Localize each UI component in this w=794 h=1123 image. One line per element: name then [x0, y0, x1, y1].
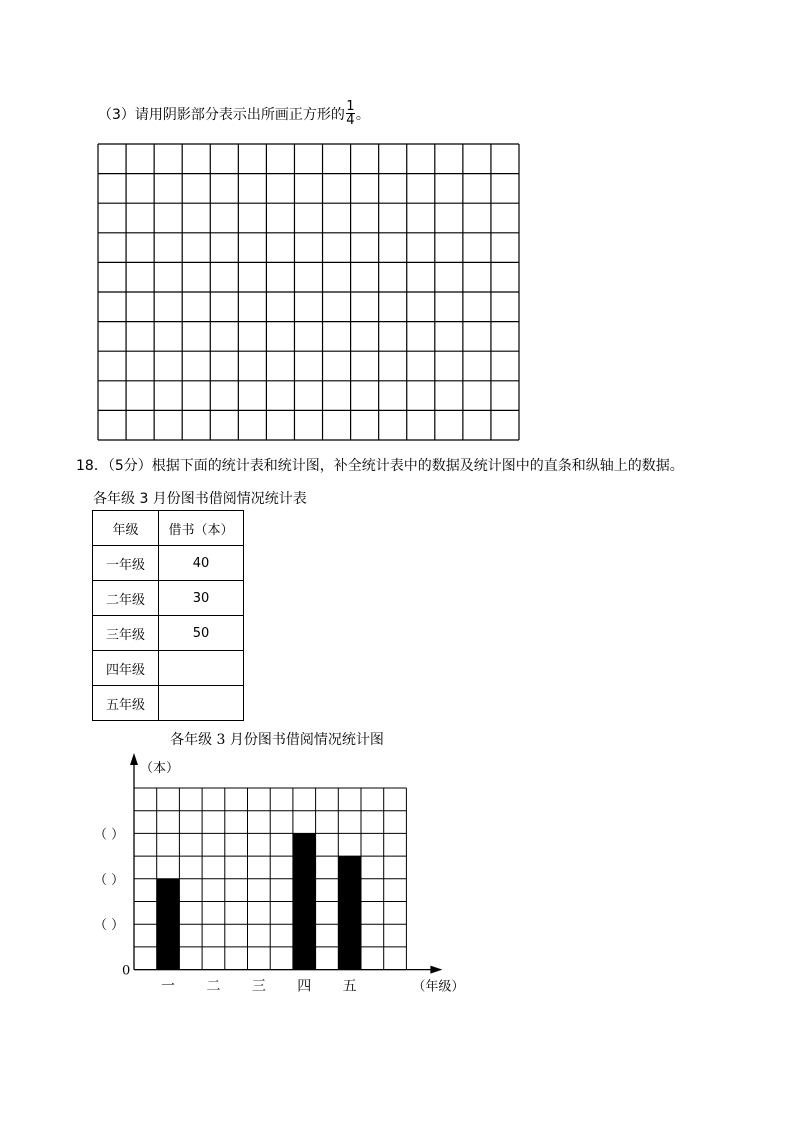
y-axis-arrow: [130, 753, 138, 765]
stats-table-title: 各年级 3 月份图书借阅情况统计表: [93, 491, 307, 507]
books-cell: 30: [159, 581, 244, 616]
grade-cell: 一年级: [93, 546, 159, 581]
chart-title: 各年级 3 月份图书借阅情况统计图: [170, 732, 384, 748]
x-tick-label: 一: [161, 978, 176, 995]
fraction-one-quarter: [346, 100, 355, 127]
x-axis-arrow: [430, 966, 442, 974]
header-books: 借书（本）: [159, 511, 244, 546]
grade-cell: 三年级: [93, 616, 159, 651]
table-row: [93, 651, 244, 686]
header-grade: 年级: [93, 511, 159, 546]
table-row: [93, 581, 244, 616]
grade-cell: 四年级: [93, 651, 159, 686]
y-tick-label[interactable]: （ ）: [94, 872, 125, 888]
table-row: [93, 616, 244, 651]
y-tick-label[interactable]: （ ）: [94, 918, 125, 934]
table-row: [93, 546, 244, 581]
chart-bar: [338, 856, 361, 970]
books-input-cell[interactable]: [159, 686, 244, 721]
bar-chart-svg: [92, 726, 462, 1010]
y-tick-label: 0: [122, 963, 131, 979]
question-3-suffix: 。: [355, 106, 370, 123]
y-axis-label: （本）: [140, 761, 180, 776]
chart-bar: [157, 879, 180, 970]
fraction-numerator: 1: [346, 99, 355, 114]
question-3-text: （3）请用阴影部分表示出所画正方形的: [98, 106, 345, 123]
question-18: 18．（5分）根据下面的统计表和统计图，补全统计表中的数据及统计图中的直条和纵轴上的数据。: [76, 458, 684, 474]
x-axis-label: （年级）: [412, 979, 462, 995]
drawing-grid-svg: [97, 143, 520, 441]
table-row: [93, 686, 244, 721]
bar-chart: [92, 726, 462, 1010]
books-cell: 40: [159, 546, 244, 581]
y-tick-label[interactable]: （ ）: [94, 827, 125, 843]
x-tick-label: 五: [342, 978, 357, 995]
drawing-grid[interactable]: [97, 143, 520, 441]
grade-cell: 二年级: [93, 581, 159, 616]
question-3: [98, 100, 370, 127]
chart-bar: [293, 833, 316, 969]
stats-table-header-row: [93, 511, 244, 546]
fraction-denominator: 4: [346, 113, 355, 128]
books-input-cell[interactable]: [159, 651, 244, 686]
x-tick-label: 二: [206, 978, 221, 995]
stats-table: [92, 510, 244, 721]
books-cell: 50: [159, 616, 244, 651]
x-tick-label: 四: [297, 978, 312, 995]
x-tick-label: 三: [251, 978, 266, 995]
grade-cell: 五年级: [93, 686, 159, 721]
